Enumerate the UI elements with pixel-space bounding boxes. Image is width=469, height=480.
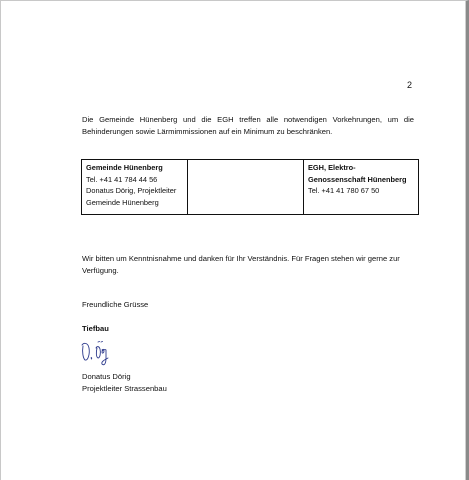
department: Tiefbau	[82, 324, 109, 333]
signatory-role: Projektleiter Strassenbau	[82, 384, 167, 393]
contact-title-line2: Genossenschaft Hünenberg	[308, 174, 407, 184]
signatory-block	[82, 371, 167, 395]
closing-paragraph: Wir bitten um Kenntnisnahme und danken für Ihr Verständnis. Für Fragen stehen wir gerne zur Verfügung.	[82, 254, 400, 275]
contact-title: Gemeinde Hünenberg	[86, 163, 163, 172]
contact-person: Donatus Dörig, Projektleiter	[86, 186, 177, 195]
contact-title: EGH, Elektro-	[308, 163, 356, 172]
contact-phone: Tel. +41 41 780 67 50	[308, 186, 380, 195]
contact-table	[81, 159, 419, 215]
page-number: 2	[407, 80, 413, 90]
contact-cell-egh	[303, 160, 418, 214]
signatory-name: Donatus Dörig	[82, 372, 131, 381]
contact-phone: Tel. +41 41 784 44 56	[86, 174, 158, 184]
intro-paragraph: Die Gemeinde Hünenberg und die EGH treffen alle notwendigen Vorkehrungen, um die Behinderungen sowie Lärmimmissionen auf ein Minimum zu beschränken.	[82, 115, 414, 136]
handwritten-signature	[80, 336, 114, 370]
contact-cell-empty	[187, 160, 303, 214]
contact-cell-hunenberg	[82, 160, 187, 214]
greeting: Freundliche Grüsse	[82, 300, 149, 309]
contact-org: Gemeinde Hünenberg	[86, 197, 159, 207]
